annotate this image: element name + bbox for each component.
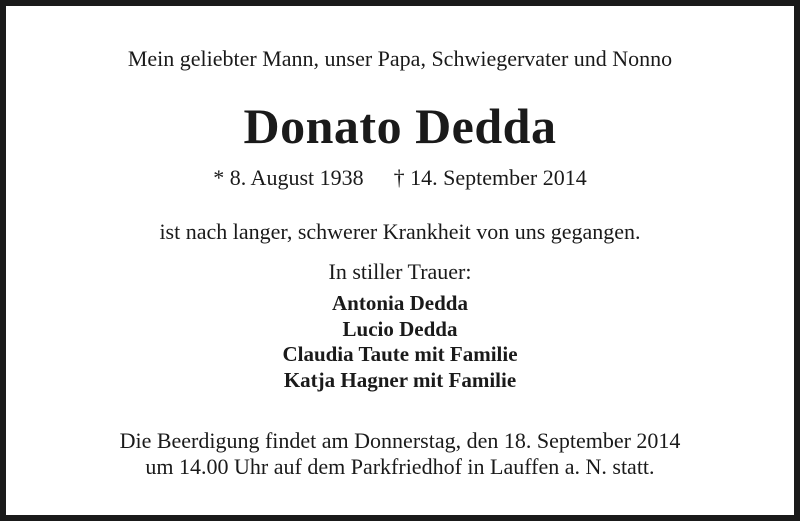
mourners-list bbox=[6, 291, 794, 393]
mourning-heading: In stiller Trauer: bbox=[328, 259, 472, 284]
mourner-name: Claudia Taute mit Familie bbox=[282, 342, 518, 366]
mourner-name: Antonia Dedda bbox=[332, 291, 468, 315]
passing-message: ist nach langer, schwerer Krankheit von uns gegangen. bbox=[159, 219, 641, 244]
deceased-name: Donato Dedda bbox=[243, 98, 557, 154]
funeral-info bbox=[6, 428, 794, 480]
death-date: † 14. September 2014 bbox=[393, 165, 587, 190]
life-dates bbox=[6, 163, 794, 193]
birth-date: * 8. August 1938 bbox=[213, 165, 364, 190]
mourner-name: Katja Hagner mit Familie bbox=[283, 367, 517, 392]
funeral-line-2: um 14.00 Uhr auf dem Parkfriedhof in Lauffen a. N. statt. bbox=[145, 454, 655, 479]
mourner-name: Lucio Dedda bbox=[342, 316, 458, 341]
funeral-line-1: Die Beerdigung findet am Donnerstag, den 18. September 2014 bbox=[119, 428, 681, 453]
intro-text: Mein geliebter Mann, unser Papa, Schwiegervater und Nonno bbox=[127, 46, 673, 71]
